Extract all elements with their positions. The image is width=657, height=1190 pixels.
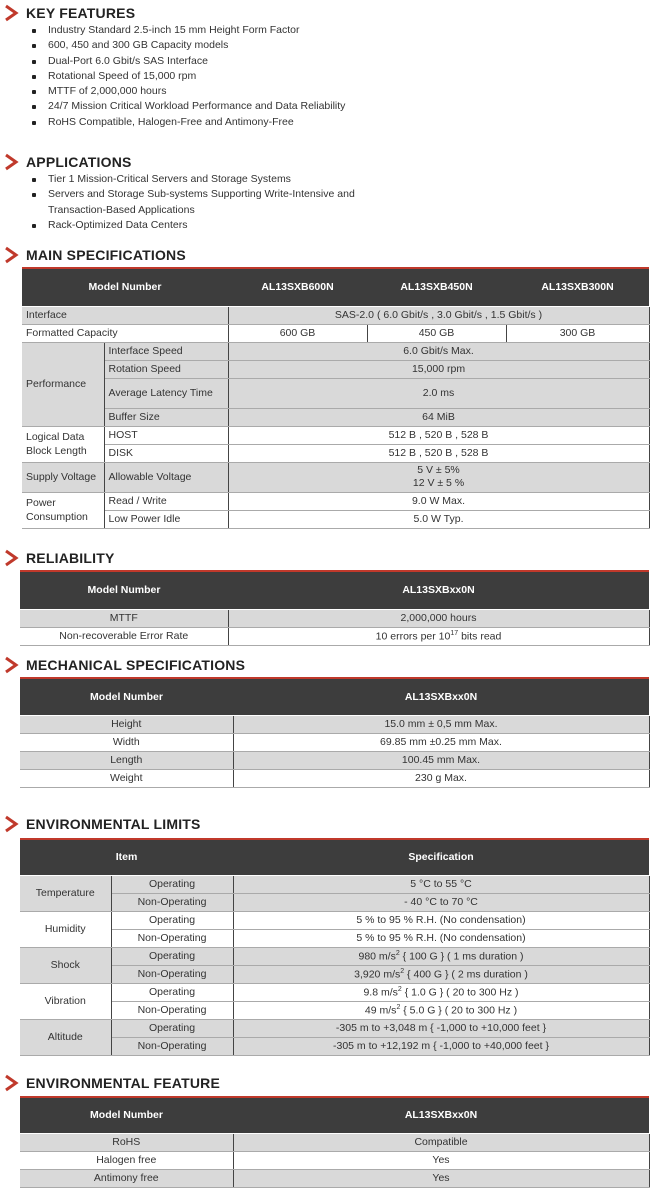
table-row [20,875,649,893]
list-item: 24/7 Mission Critical Workload Performance and Data Reliability [30,99,345,114]
header-cell: Model Number [20,571,228,609]
row-value: Yes [233,1151,649,1169]
table-row [20,1001,649,1019]
environmental-feature-heading: ENVIRONMENTAL FEATURE [4,1073,220,1093]
table-row [20,1169,649,1187]
value-text: { 5.0 G } ( 20 to 300 Hz ) [400,1004,518,1017]
value-text: 5 % to 95 % R.H. (No condensation) [356,932,526,944]
row-value: 512 B , 520 B , 528 B [228,444,649,462]
row-value: 69.85 mm ±0.25 mm Max. [233,733,649,751]
chevron-right-icon [4,549,20,567]
table-row [22,462,649,492]
row-value: 64 MiB [228,408,649,426]
value-text: -305 m to +12,192 m { -1,000 to +40,000 feet } [333,1040,549,1052]
applications-heading: APPLICATIONS [4,152,132,172]
table-row [22,444,649,462]
table-row [22,324,649,342]
row-value: 450 GB [367,324,506,342]
row-value [233,1001,649,1019]
table-row [22,378,649,408]
table-row [20,751,649,769]
superscript: 2 [397,985,402,993]
row-value: 2.0 ms [228,378,649,408]
table-row [20,983,649,1001]
value-text: 49 m/s [364,1004,397,1017]
row-value [233,1037,649,1055]
table-row [20,1151,649,1169]
value-text: bits read [458,630,502,643]
header-cell: Model Number [20,678,233,715]
table-row [20,627,649,645]
value-text: 5 °C to 55 °C [410,878,472,890]
row-value: 230 g Max. [233,769,649,787]
row-label: Width [20,733,233,751]
row-value [233,983,649,1001]
list-item: Rack-Optimized Data Centers [30,218,355,233]
row-label: DISK [104,444,228,462]
row-group-label: Supply Voltage [22,462,104,492]
header-cell: AL13SXB300N [506,268,649,306]
table-header-row [20,571,649,609]
row-label: HOST [104,426,228,444]
table-row [22,492,649,510]
row-label: Non-Operating [111,929,233,947]
applications-list [30,172,355,233]
row-value [233,875,649,893]
table-header-row [20,1097,649,1133]
row-group-label: Shock [20,947,111,983]
row-group-label: Performance [22,342,104,426]
table-row [20,911,649,929]
table-row [20,965,649,983]
row-value: 6.0 Gbit/s Max. [228,342,649,360]
row-label: Non-Operating [111,1037,233,1055]
value-text: 10 errors per 10 [375,630,451,643]
row-label: Length [20,751,233,769]
table-header-row [20,839,649,875]
table-row [20,947,649,965]
table-row [20,769,649,787]
environmental-limits-heading: ENVIRONMENTAL LIMITS [4,814,201,834]
key-features-heading: KEY FEATURES [4,3,135,23]
row-label: RoHS [20,1133,233,1151]
row-value: 600 GB [228,324,367,342]
row-group-label: Power Consumption [22,492,104,528]
mechanical-table [20,677,650,788]
row-label: Operating [111,947,233,965]
value-text: 5 % to 95 % R.H. (No condensation) [356,914,526,926]
row-group-label: Temperature [20,875,111,911]
row-label: MTTF [20,609,228,627]
key-features-list [30,23,345,130]
table-row [20,1037,649,1055]
row-value [233,929,649,947]
table-header-row [22,268,649,306]
row-value [233,947,649,965]
superscript: 2 [395,949,400,957]
row-value: Compatible [233,1133,649,1151]
list-item: RoHS Compatible, Halogen-Free and Antimony-Free [30,115,345,130]
row-label: Height [20,715,233,733]
list-item: Rotational Speed of 15,000 rpm [30,69,345,84]
row-label: Low Power Idle [104,510,228,528]
row-value: 15,000 rpm [228,360,649,378]
row-label: Non-Operating [111,1001,233,1019]
table-row [22,342,649,360]
header-cell: AL13SXB450N [367,268,506,306]
environmental-limits-table [20,838,650,1056]
value-text: 9.8 m/s [363,986,398,999]
value-text: -305 m to +3,048 m { -1,000 to +10,000 feet } [335,1022,547,1034]
row-value: Yes [233,1169,649,1187]
table-row [22,360,649,378]
list-item: Servers and Storage Sub-systems Supporting Write-Intensive and [30,187,355,202]
row-label: Allowable Voltage [104,462,228,492]
chevron-right-icon [4,246,20,264]
header-cell: AL13SXBxx0N [233,678,649,715]
chevron-right-icon [4,656,20,674]
row-group-label: Logical Data Block Length [22,426,104,462]
environmental-feature-table [20,1096,650,1188]
header-cell: Model Number [20,1097,233,1133]
table-row [22,510,649,528]
value-text: 3,920 m/s [354,968,401,981]
row-value: 100.45 mm Max. [233,751,649,769]
superscript: 2 [396,1003,401,1011]
row-value: 15.0 mm ± 0,5 mm Max. [233,715,649,733]
row-label: Average Latency Time [104,378,228,408]
row-label: Weight [20,769,233,787]
table-row [20,929,649,947]
row-value [228,462,649,492]
row-label: Rotation Speed [104,360,228,378]
row-label: Operating [111,875,233,893]
header-cell: AL13SXBxx0N [228,571,649,609]
chevron-right-icon [4,153,20,171]
header-cell: Item [20,839,233,875]
reliability-table [20,570,650,646]
row-label: Non-recoverable Error Rate [20,627,228,645]
value-text: { 100 G } ( 1 ms duration ) [399,950,524,963]
list-item: Dual-Port 6.0 Gbit/s SAS Interface [30,54,345,69]
row-value [233,1019,649,1037]
row-value: 5.0 W Typ. [228,510,649,528]
list-item: 600, 450 and 300 GB Capacity models [30,38,345,53]
row-value [228,627,649,645]
header-cell: Specification [233,839,649,875]
list-item: Industry Standard 2.5-inch 15 mm Height Form Factor [30,23,345,38]
row-label: Formatted Capacity [22,324,228,342]
chevron-right-icon [4,1074,20,1092]
row-label: Interface Speed [104,342,228,360]
row-label: Operating [111,1019,233,1037]
row-label: Operating [111,911,233,929]
row-label: Non-Operating [111,893,233,911]
mechanical-specifications-heading: MECHANICAL SPECIFICATIONS [4,655,245,675]
table-row [20,893,649,911]
row-label: Non-Operating [111,965,233,983]
value-text: { 1.0 G } ( 20 to 300 Hz ) [401,986,519,999]
row-value: 512 B , 520 B , 528 B [228,426,649,444]
value-text: - 40 °C to 70 °C [404,896,478,908]
row-value [233,893,649,911]
row-label: Operating [111,983,233,1001]
row-value: 300 GB [506,324,649,342]
superscript: 17 [450,629,459,637]
table-row [22,408,649,426]
table-row [20,1019,649,1037]
environmental-limits-body [20,875,649,1055]
table-header-row [20,678,649,715]
table-row [20,715,649,733]
value-text: 980 m/s [358,950,396,963]
row-label: Read / Write [104,492,228,510]
value-text: { 400 G } ( 2 ms duration ) [404,968,528,981]
voltage-12v: 12 V ± 5 % [412,477,465,489]
row-label: Buffer Size [104,408,228,426]
row-value [233,965,649,983]
header-cell: Model Number [22,268,228,306]
table-row [22,426,649,444]
list-item: Tier 1 Mission-Critical Servers and Storage Systems [30,172,355,187]
list-item: MTTF of 2,000,000 hours [30,84,345,99]
header-cell: AL13SXBxx0N [233,1097,649,1133]
row-value [233,911,649,929]
voltage-5v: 5 V ± 5% [417,464,460,476]
table-row [20,1133,649,1151]
row-group-label: Humidity [20,911,111,947]
row-value: 9.0 W Max. [228,492,649,510]
main-specifications-heading: MAIN SPECIFICATIONS [4,245,186,265]
header-cell: AL13SXB600N [228,268,367,306]
row-label: Antimony free [20,1169,233,1187]
table-row [20,609,649,627]
row-value: SAS-2.0 ( 6.0 Gbit/s , 3.0 Gbit/s , 1.5 Gbit/s ) [228,306,649,324]
superscript: 2 [400,967,405,975]
row-label: Interface [22,306,228,324]
chevron-right-icon [4,815,20,833]
list-item-continuation: Transaction-Based Applications [48,203,195,216]
table-row [20,733,649,751]
table-row [22,306,649,324]
main-specifications-table [22,267,650,529]
row-group-label: Altitude [20,1019,111,1055]
row-label: Halogen free [20,1151,233,1169]
chevron-right-icon [4,4,20,22]
row-value: 2,000,000 hours [228,609,649,627]
row-group-label: Vibration [20,983,111,1019]
reliability-heading: RELIABILITY [4,548,115,568]
